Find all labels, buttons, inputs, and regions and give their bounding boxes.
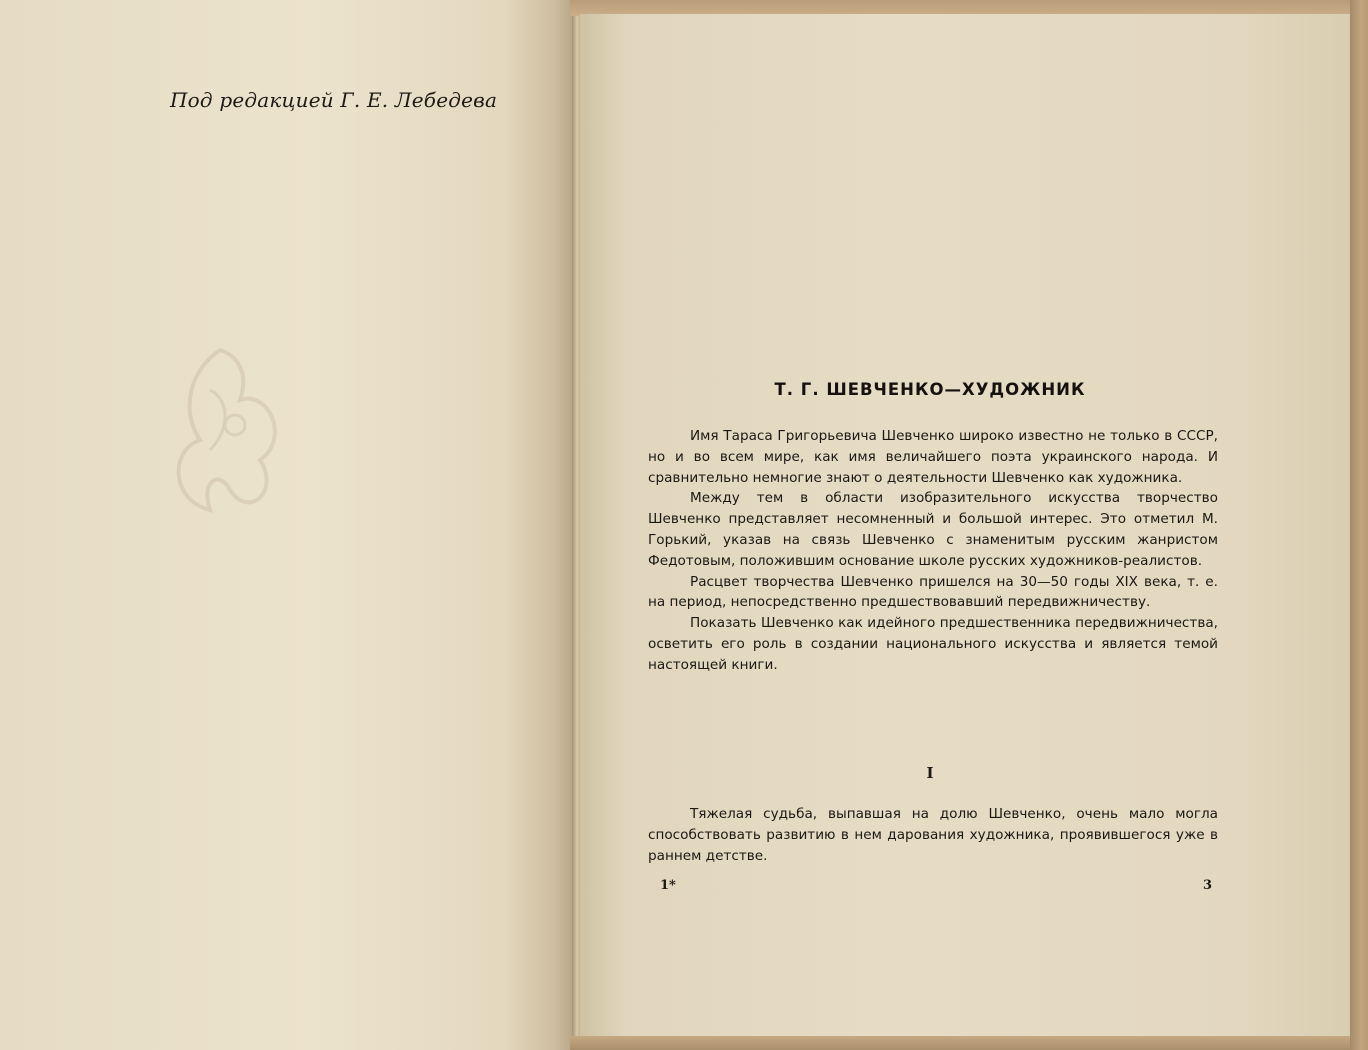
- paragraph: Расцвет творчества Шевченко пришелся на 30—50 годы XIX века, т. е. на период, непосредственно предшествовавший передвижничеству.: [648, 573, 1218, 611]
- signature-mark: 1*: [660, 878, 676, 893]
- embossed-emblem-icon: [150, 330, 290, 530]
- paragraph: Между тем в области изобразительного искусства творчество Шевченко представляет несомненный и большой интерес. Это отметил М. Горький, указав на связь Шевченко с знаменитым русским жанристом Федотовым, положившим основание школе русских художников-реалистов.: [648, 490, 1218, 569]
- left-page: [0, 0, 572, 1050]
- intro-text: [648, 426, 1218, 676]
- paragraph: Тяжелая судьба, выпавшая на долю Шевченко, очень мало могла способствовать развитию в нем дарования художника, проявившегося уже в раннем детстве.: [648, 806, 1218, 864]
- section-number: I: [926, 764, 934, 782]
- chapter-title: Т. Г. ШЕВЧЕНКО—ХУДОЖНИК: [774, 380, 1086, 399]
- section-text: [648, 804, 1218, 866]
- page-number: 3: [1203, 878, 1213, 893]
- cover-edge-bottom: [570, 1036, 1368, 1050]
- editor-line: Под редакцией Г. Е. Лебедева: [170, 88, 498, 112]
- paragraph: Показать Шевченко как идейного предшественника передвижничества, осветить его роль в создании национального искусства и является темой настоящей книги.: [648, 615, 1218, 673]
- cover-edge-right: [1350, 0, 1368, 1050]
- paragraph: Имя Тараса Григорьевича Шевченко широко известно не только в СССР, но и во всем мире, как имя величайшего поэта украинского народа. И сравнительно немногие знают о деятельности Шевченко как художника.: [648, 428, 1218, 486]
